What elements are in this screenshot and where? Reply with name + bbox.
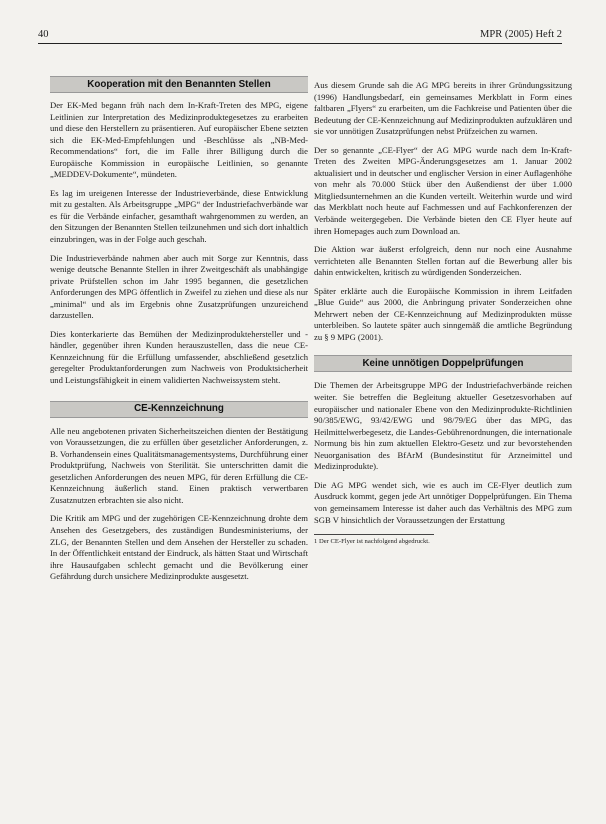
- paragraph: Die Kritik am MPG und der zugehörigen CE-Kennzeichnung drohte dem Ansehen des Gesetzgebers, des zuständigen Bundesministeriums, der ZLG, der Benannten Stellen und dem Ansehen der Hersteller zu schaden. In der Öffentlichkeit entstand der Eindruck, als hätten Staat und Wirtschaft ihre Hausaufgaben schlecht gemacht und die Bevölkerung einer Gefährdung durch unsichere Medizinprodukte ausgesetzt.: [50, 513, 308, 582]
- paragraph: Die AG MPG wendet sich, wie es auch im CE-Flyer deutlich zum Ausdruck kommt, gegen jede Art unnötiger Doppelprüfungen. Ein Thema von gemeinsamem Interesse ist daher auch das Verhältnis des MPG zum SGB V hinsichtlich der Voraussetzungen der Erstattung: [314, 479, 572, 525]
- paragraph: Es lag im ureigenen Interesse der Industrieverbände, diese Entwicklung mit zu gestalten. Als Arbeitsgruppe „MPG“ der Industriefachverbände war es für die Verbände einfacher, gesamthaft wahrgenommen zu werden, an den Sitzungen der Benannten Stellen teilzunehmen und sich dort inhaltlich einzubringen, was in der Folge auch geschah.: [50, 187, 308, 245]
- section-heading-doppel: Keine unnötigen Doppelprüfungen: [314, 355, 572, 372]
- paragraph: Der so genannte „CE-Flyer“ der AG MPG wurde nach dem In-Kraft-Treten des Zweiten MPG-Änderungsgesetzes am 1. Januar 2002 aktualisiert und in deutscher und englischer Version in einer Auflagenhöhe von mehr als 70.000 Stück über den Außendienst der über 1.000 Mitgliedsunternehmen an die Kunden verteilt. Weiterhin wurde und wird das Merkblatt noch heute auf Fachmessen und auf Fachkonferenzen der Verbände weitergegeben. Die Verbände bieten den CE Flyer heute auf ihren Homepages auch zum Download an.: [314, 144, 572, 236]
- paragraph: Später erklärte auch die Europäische Kommission in ihrem Leitfaden „Blue Guide“ aus 2000, die Anbringung privater Sonderzeichen ohne Mehrwert neben der CE-Kennzeichnung auf Medizinprodukten müsse unterbleiben. So lautete später auch sinngemäß die amtliche Begründung zu § 9 MPG (2001).: [314, 285, 572, 342]
- paragraph: Alle neu angebotenen privaten Sicherheitszeichen dienten der Bestätigung von Voraussetzungen, die zu erfüllen über gesetzlicher Anforderungen, z. B. Vorhandensein eines Qualitätsmanagementsystems, Durchführung einer Produktprüfung, Nachweis von Sterilität. Sie unterschritten damit die gesetzlichen Anforderungen des neuen MPG, für deren Erfüllung die CE-Kennzeichnung äußerlich stand. Einen praktisch verwertbaren Zusatznutzen erbrachten sie also nicht.: [50, 425, 308, 505]
- paragraph: Aus diesem Grunde sah die AG MPG bereits in ihrer Gründungssitzung (1996) Handlungsbedarf, ein gemeinsames Merkblatt in Form eines faltbaren „Flyers“ zu erarbeiten, um die Fachkreise und Patienten über die Bedeutung der CE-Kennzeichnung auf Medizinprodukten aufzuklären und sie vor unnötigen Zusatzprüfungen nebst Prüfzeichen zu warnen.: [314, 80, 572, 137]
- left-column: [50, 100, 308, 590]
- header-rule: [38, 43, 562, 44]
- paragraph: Die Aktion war äußerst erfolgreich, denn nur noch eine Ausnahme verrichteten alle Benannten Stellen fortan auf die Bewerbung aller bis dahin entwickelten, kritisch zu würdigenden Sonderzeichen.: [314, 244, 572, 278]
- paragraph: Die Themen der Arbeitsgruppe MPG der Industriefachverbände reichen weiter. Sie betreffen die Begleitung aktueller Gesetzesvorhaben auf europäischer und nationaler Ebene von den Medizinprodukte-Richtlinien 90/385/EWG, 93/42/EWG und 98/79/EG über das MPG, das Heilmittelwerbegesetz, die Landes-Gebührenordnungen, die internationale Normung bis hin zum aktuellen Elektro-Gesetz und zur bevorstehenden Neuorganisation des BfArM (Bundesinstitut für Arzneimittel und Medizinprodukte).: [314, 380, 572, 472]
- paragraph: Die Industrieverbände nahmen aber auch mit Sorge zur Kenntnis, dass wenige deutsche Benannte Stellen in ihrer Zweitgeschäft als unabhängige private Prüfstellen schon im Jahr 1995 begannen, die gesetzlichen Anforderungen des MPG öffentlich in Zweifel zu ziehen und diese als nur „minimal“ und als im Ergebnis ohne Zusatzprüfungen unzureichend darzustellen.: [50, 252, 308, 321]
- right-column: [314, 80, 572, 546]
- section-heading-kooperation: Kooperation mit den Benannten Stellen: [50, 76, 308, 93]
- section-heading-ce: CE-Kennzeichnung: [50, 401, 308, 418]
- footnote: 1 Der CE-Flyer ist nachfolgend abgedruckt.: [314, 538, 430, 546]
- footnote-rule: [314, 534, 434, 535]
- page-number: 40: [38, 29, 49, 40]
- page-header: [38, 22, 562, 40]
- journal-ref: MPR (2005) Heft 2: [480, 29, 562, 40]
- paragraph: Dies konterkarierte das Bemühen der Medizinproduktehersteller und -händler, gegenüber ihren Kunden herauszustellen, dass die neue CE-Kennzeichnung für die Erfüllung umfassender, abschließend gesetzlich geregelter Produktanforderungen zum Nachweis von Produktsicherheit und Leistungsfähigkeit in einem validierten Nachweissystem steht.: [50, 328, 308, 386]
- paragraph: Der EK-Med begann früh nach dem In-Kraft-Treten des MPG, eigene Leitlinien zur Interpretation des Medizinproduktegesetzes zu erarbeiten und diese den Herstellern zu präsentieren. Auf europäischer Ebene setzten sich die EK-Med-Empfehlungen und -Beschlüsse als „NB-Med-Recommendations“ fort, die im Falle ihrer Billigung durch die Europäische Kommission in europäische Leitlinien, so genannte „MEDDEV-Dokumente“, mündeten.: [50, 100, 308, 180]
